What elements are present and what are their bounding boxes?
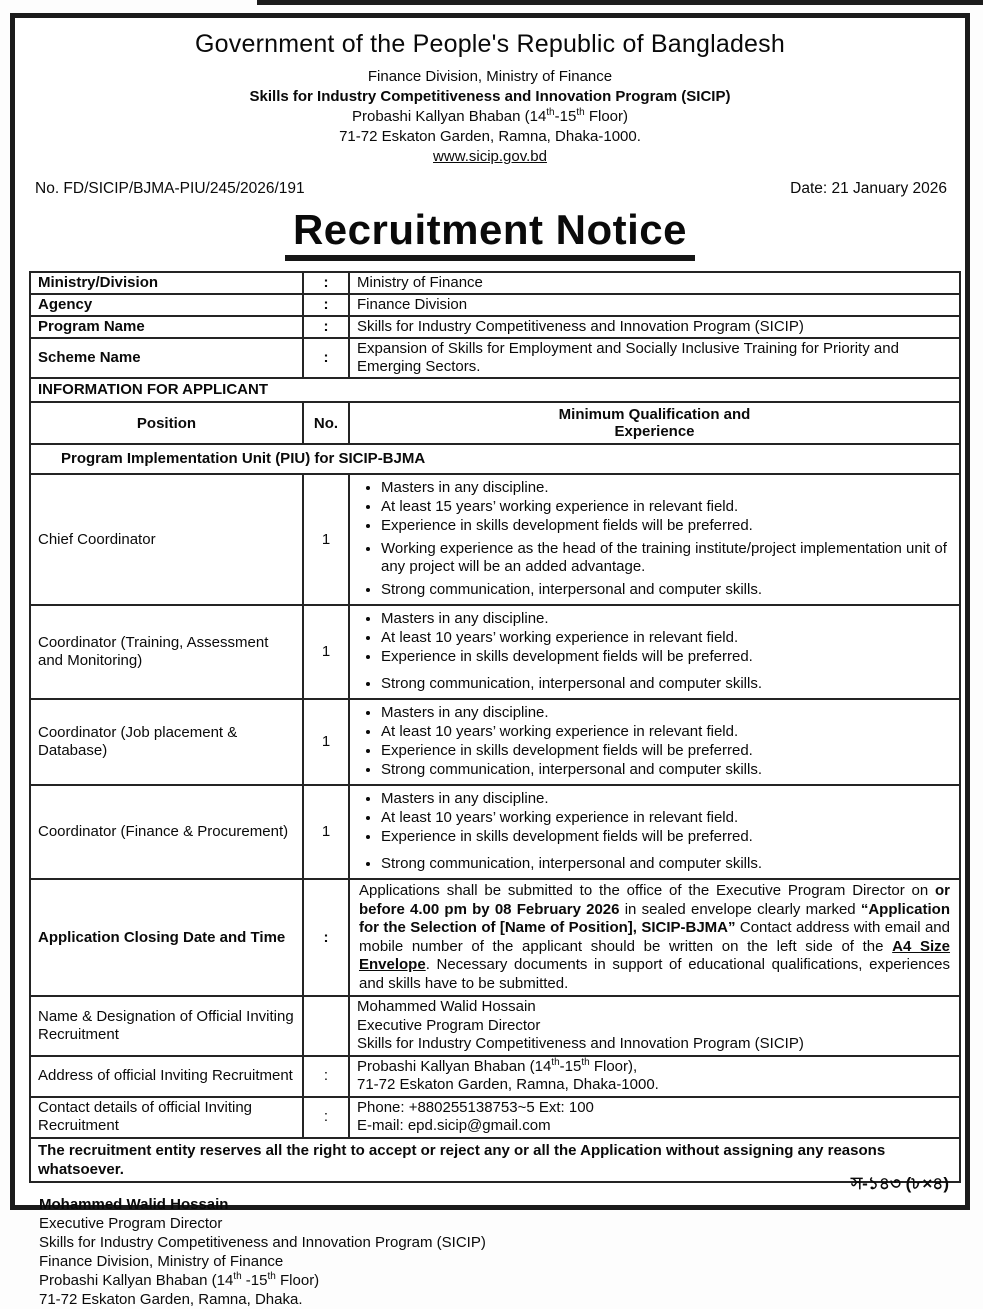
group-header: Program Implementation Unit (PIU) for SICIP-BJMA — [30, 444, 960, 474]
phone-number: Phone: +880255138753~5 Ext: 100 — [357, 1098, 594, 1116]
signatory-program: Skills for Industry Competitiveness and Innovation Program (SICIP) — [39, 1233, 486, 1251]
requirement-item: • Experience in skills development fields will be preferred. — [381, 828, 953, 846]
table-row-group-header — [30, 444, 960, 474]
table-row-official-name — [30, 996, 960, 1056]
row-label: Name & Designation of Official Inviting Recruitment — [30, 996, 303, 1056]
separator-colon: : — [303, 294, 349, 316]
row-label: Ministry/Division — [30, 272, 303, 294]
closing-instructions: Applications shall be submitted to the office of the Executive Program Director on or before 4.00 pm by 08 February 2026 in sealed envelope clearly marked “Application for the Selection of [Name of Position], SICIP-BJMA” Contact address with email and mobile number of the applicant should be written on the left side of the A4 Size Envelope. Necessary documents in support of educational qualifications, experiences and skills have to be submitted. — [349, 879, 960, 996]
requirement-item: • Masters in any discipline. — [381, 704, 953, 722]
requirement-item: • Strong communication, interpersonal and computer skills. — [381, 855, 953, 873]
email-address: E-mail: epd.sicip@gmail.com — [357, 1117, 551, 1134]
requirement-item: • Strong communication, interpersonal and computer skills. — [381, 761, 953, 779]
row-label: Application Closing Date and Time — [30, 879, 303, 996]
separator-colon: : — [303, 1097, 349, 1138]
requirement-item: • At least 10 years’ working experience in relevant field. — [381, 629, 953, 647]
row-label: Contact details of official Inviting Recruitment — [30, 1097, 303, 1138]
table-row-chief-coordinator — [30, 474, 960, 605]
row-label: Scheme Name — [30, 338, 303, 378]
street-line: 71-72 Eskaton Garden, Ramna, Dhaka-1000. — [339, 128, 641, 145]
signatory-street: 71-72 Eskaton Garden, Ramna, Dhaka. — [39, 1290, 303, 1308]
table-row-section-header — [30, 378, 960, 402]
table-row-scheme-name — [30, 338, 960, 378]
signature-block — [39, 1195, 951, 1309]
table-row-agency — [30, 294, 960, 316]
row-value: Skills for Industry Competitiveness and Innovation Program (SICIP) — [349, 316, 960, 338]
requirement-item: • Masters in any discipline. — [381, 790, 953, 808]
section-header: INFORMATION FOR APPLICANT — [30, 378, 960, 402]
table-row-program-name — [30, 316, 960, 338]
recruitment-info-table — [29, 271, 961, 1183]
position-count: 1 — [303, 785, 349, 879]
requirement-item: • Experience in skills development fields will be preferred. — [381, 742, 953, 760]
scan-artifact-bar — [257, 0, 983, 5]
table-row-disclaimer — [30, 1138, 960, 1182]
page-title: Recruitment Notice — [285, 206, 695, 261]
row-value: Finance Division — [349, 294, 960, 316]
government-title: Government of the People's Republic of Bangladesh — [195, 30, 785, 58]
requirement-item: • At least 10 years’ working experience in relevant field. — [381, 809, 953, 827]
position-title: Coordinator (Job placement & Database) — [30, 699, 303, 785]
date-label: Date: 21 January 2026 — [790, 180, 947, 197]
signatory-building: Probashi Kallyan Bhaban (14th -15th Floor) — [39, 1270, 320, 1289]
recruitment-notice-document — [10, 13, 970, 1308]
table-row-ministry — [30, 272, 960, 294]
position-requirements — [349, 699, 960, 785]
separator-colon: : — [303, 338, 349, 378]
requirement-item: • At least 15 years’ working experience in relevant field. — [381, 498, 953, 516]
position-title: Chief Coordinator — [30, 474, 303, 605]
table-row-official-address — [30, 1056, 960, 1097]
row-label: Agency — [30, 294, 303, 316]
row-value: Expansion of Skills for Employment and Socially Inclusive Training for Priority and Emerging Sectors. — [349, 338, 960, 378]
signatory-division: Finance Division, Ministry of Finance — [39, 1252, 284, 1270]
separator-colon: : — [303, 1056, 349, 1097]
reference-row — [35, 180, 947, 198]
requirement-item: • Strong communication, interpersonal and computer skills. — [381, 675, 953, 693]
requirement-item: • Experience in skills development fields will be preferred. — [381, 517, 953, 535]
title-wrap — [29, 206, 951, 261]
requirement-item: • Masters in any discipline. — [381, 479, 953, 497]
requirement-item: • Masters in any discipline. — [381, 610, 953, 628]
position-requirements — [349, 605, 960, 699]
position-count: 1 — [303, 605, 349, 699]
bengali-press-stamp: স-১৪৩ (৮×৪) — [850, 1174, 949, 1193]
table-row-official-contact — [30, 1097, 960, 1138]
position-count: 1 — [303, 474, 349, 605]
table-row-coordinator-finance — [30, 785, 960, 879]
document-header — [29, 30, 951, 167]
table-row-column-headers — [30, 402, 960, 444]
signatory-name: Mohammed Walid Hossain — [39, 1195, 229, 1213]
position-title: Coordinator (Training, Assessment and Monitoring) — [30, 605, 303, 699]
column-header-qualification: Minimum Qualification and Experience — [349, 402, 960, 444]
requirement-item: • Working experience as the head of the training institute/project implementation unit of any project will be an added advantage. — [381, 540, 953, 576]
table-row-closing-date — [30, 879, 960, 996]
official-contact-value — [349, 1097, 960, 1138]
separator-colon: : — [303, 879, 349, 996]
row-value: Ministry of Finance — [349, 272, 960, 294]
table-row-coordinator-training — [30, 605, 960, 699]
memo-number: No. FD/SICIP/BJMA-PIU/245/2026/191 — [35, 180, 305, 197]
table-row-coordinator-job-placement — [30, 699, 960, 785]
position-requirements — [349, 785, 960, 879]
program-line: Skills for Industry Competitiveness and Innovation Program (SICIP) — [249, 88, 731, 105]
division-line: Finance Division, Ministry of Finance — [367, 68, 613, 85]
official-address-value: Probashi Kallyan Bhaban (14th-15th Floor), 71-72 Eskaton Garden, Ramna, Dhaka-1000. — [349, 1056, 960, 1097]
separator-colon: : — [303, 272, 349, 294]
separator-empty — [303, 996, 349, 1056]
position-count: 1 — [303, 699, 349, 785]
position-requirements — [349, 474, 960, 605]
column-header-position: Position — [30, 402, 303, 444]
requirement-item: • Strong communication, interpersonal and computer skills. — [381, 581, 953, 599]
building-line: Probashi Kallyan Bhaban (14th-15th Floor) — [351, 107, 628, 125]
signatory-designation: Executive Program Director — [39, 1214, 223, 1232]
separator-colon: : — [303, 316, 349, 338]
row-label: Program Name — [30, 316, 303, 338]
official-name-value: Mohammed Walid Hossain Executive Program Director Skills for Industry Competitiveness and Innovation Program (SICIP) — [349, 996, 960, 1056]
requirement-item: • Experience in skills development fields will be preferred. — [381, 648, 953, 666]
disclaimer-note: The recruitment entity reserves all the right to accept or reject any or all the Application without assigning any reasons whatsoever. — [30, 1138, 960, 1182]
position-title: Coordinator (Finance & Procurement) — [30, 785, 303, 879]
row-label: Address of official Inviting Recruitment — [30, 1056, 303, 1097]
website-link: www.sicip.gov.bd — [433, 148, 547, 165]
requirement-item: • At least 10 years’ working experience in relevant field. — [381, 723, 953, 741]
column-header-no: No. — [303, 402, 349, 444]
